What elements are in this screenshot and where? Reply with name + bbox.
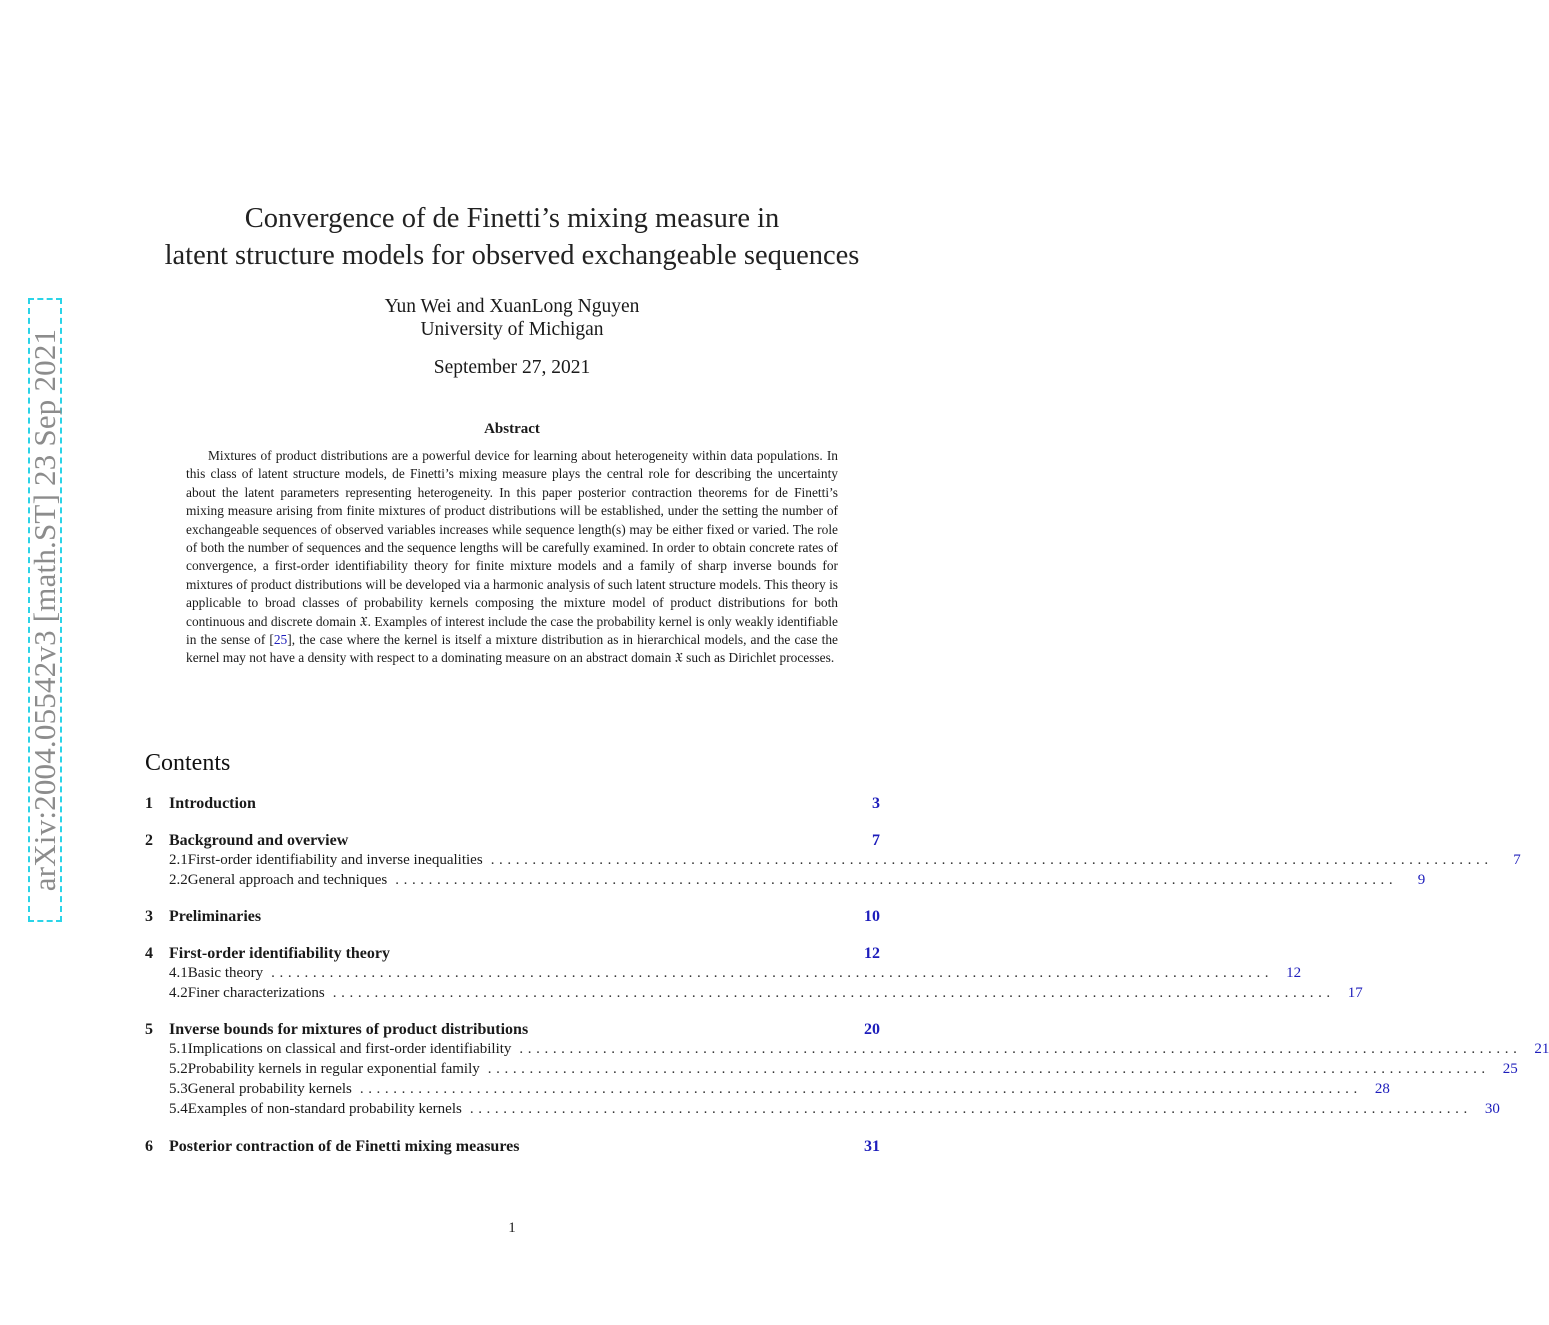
toc-entry-number: 4.2 [169, 985, 188, 1001]
toc-leader-dots: ........................................................................................................................ [271, 965, 1274, 981]
toc-subsection-row[interactable] [145, 985, 1363, 1002]
title-line-1: Convergence of de Finetti’s mixing measure in [244, 203, 780, 234]
toc-section-row[interactable] [145, 908, 880, 926]
toc-entry-number: 2.2 [169, 872, 188, 888]
abstract-text-part-1: Mixtures of product distributions are a powerful device for learning about heterogeneity within data populations. In this class of latent structure models, de Finetti’s mixing measure plays the central role for describing the uncertainty about the latent parameters representing heterogeneity. In this paper posterior contraction theorems for de Finetti’s mixing measure arising from finite mixtures of product distributions will be established, under the setting the number of exchangeable sequences of observed variables increases while sequence length(s) may be either fixed or varied. The role of both the number of sequences and the sequence lengths will be carefully examined. In order to obtain concrete rates of convergence, a first-order identifiability theory for finite mixture models and a family of sharp inverse bounds for mixtures of product distributions will be developed via a harmonic analysis of such latent structure models. This theory is applicable to broad classes of probability kernels composing the mixture model of product distributions for both continuous and discrete domain 𝔛. Examples of interest include the case the probability kernel is only weakly identifiable in the sense of [ [186, 448, 838, 648]
toc-leader-dots: ........................................................................................................................ [359, 1081, 1362, 1097]
toc-entry-number: 2 [145, 832, 153, 849]
toc-entry-number: 4 [145, 945, 153, 962]
toc-entry-number: 4.1 [169, 965, 188, 981]
toc-section-row[interactable] [145, 795, 880, 813]
contents-heading: Contents [145, 750, 231, 776]
toc-entry-title[interactable]: First-order identifiability and inverse inequalities [187, 852, 483, 868]
toc-entry-title[interactable]: Background and overview [169, 832, 349, 849]
toc-entry-number: 3 [145, 908, 153, 925]
toc-page-link[interactable]: 17 [1347, 985, 1363, 1001]
toc-entry-title[interactable]: Probability kernels in regular exponential family [187, 1061, 480, 1077]
toc-page-link[interactable]: 31 [864, 1138, 880, 1155]
toc-page-link[interactable]: 25 [1502, 1061, 1518, 1077]
abstract-text-part-2: ], the case where the kernel is itself a mixture distribution as in hierarchical models, and the case the kernel may not have a density with respect to a dominating measure on an abstract domain 𝔛 such as Dirichlet processes. [186, 632, 838, 666]
toc-section-row[interactable] [145, 832, 880, 850]
toc-entry-title[interactable]: Basic theory [187, 965, 264, 981]
page-number: 1 [508, 1220, 516, 1236]
toc-leader-dots: ........................................................................................................................ [487, 1061, 1490, 1077]
paper-date: September 27, 2021 [433, 357, 591, 378]
arxiv-identifier-text: arXiv:2004.05542v3 [math.ST] 23 Sep 2021 [27, 328, 62, 892]
toc-page-link[interactable]: 21 [1534, 1041, 1549, 1057]
toc-leader-dots: ........................................................................................................................ [469, 1101, 1472, 1117]
toc-entry-title[interactable]: General probability kernels [187, 1081, 352, 1097]
toc-subsection-row[interactable] [145, 872, 1426, 889]
author-names: Yun Wei and XuanLong Nguyen [384, 296, 640, 317]
toc-entry-title[interactable]: Inverse bounds for mixtures of product distributions [169, 1021, 529, 1038]
toc-page-link[interactable]: 7 [872, 832, 880, 849]
toc-leader-dots: ........................................................................................................................ [395, 872, 1398, 888]
toc-page-link[interactable]: 30 [1484, 1101, 1500, 1117]
toc-section-row[interactable] [145, 1021, 880, 1039]
toc-subsection-row[interactable] [145, 965, 1302, 982]
toc-leader-dots: ........................................................................................................................ [519, 1041, 1522, 1057]
toc-page-link[interactable]: 7 [1513, 852, 1521, 868]
toc-subsection-row[interactable] [145, 1081, 1390, 1098]
citation-link[interactable]: 25 [273, 632, 288, 648]
toc-page-link[interactable]: 10 [864, 908, 880, 925]
toc-page-link[interactable]: 12 [864, 945, 880, 962]
toc-section-row[interactable] [145, 1138, 880, 1156]
toc-entry-title[interactable]: First-order identifiability theory [169, 945, 390, 962]
toc-subsection-row[interactable] [145, 1061, 1518, 1078]
toc-leader-dots: ........................................................................................................................ [490, 852, 1493, 868]
toc-section-row[interactable] [145, 945, 880, 963]
toc-page-link[interactable]: 20 [864, 1021, 880, 1038]
toc-entry-number: 5.3 [169, 1081, 188, 1097]
toc-entry-number: 5 [145, 1021, 153, 1038]
toc-leader-dots: ........................................................................................................................ [332, 985, 1335, 1001]
toc-entry-title[interactable]: Preliminaries [169, 908, 262, 925]
toc-subsection-row[interactable] [145, 1041, 1549, 1058]
arxiv-identifier-stamp[interactable] [28, 298, 62, 922]
toc-entry-number: 5.4 [169, 1101, 188, 1117]
author-affiliation: University of Michigan [420, 319, 604, 340]
toc-page-link[interactable]: 12 [1286, 965, 1302, 981]
toc-page-link[interactable]: 28 [1374, 1081, 1390, 1097]
toc-entry-number: 5.1 [169, 1041, 188, 1057]
toc-page-link[interactable]: 9 [1417, 872, 1426, 888]
toc-entry-title[interactable]: Introduction [169, 795, 256, 812]
toc-entry-title[interactable]: Examples of non-standard probability kernels [187, 1101, 462, 1117]
toc-entry-number: 5.2 [169, 1061, 188, 1077]
toc-entry-number: 1 [145, 795, 153, 812]
toc-entry-title[interactable]: Implications on classical and first-order identifiability [187, 1041, 512, 1057]
toc-entry-title[interactable]: Finer characterizations [187, 985, 325, 1001]
toc-subsection-row[interactable] [145, 852, 1521, 869]
toc-entry-number: 2.1 [169, 852, 188, 868]
toc-entry-title[interactable]: General approach and techniques [187, 872, 388, 888]
toc-subsection-row[interactable] [145, 1101, 1500, 1118]
table-of-contents [145, 0, 1549, 1325]
toc-entry-title[interactable]: Posterior contraction of de Finetti mixing measures [169, 1138, 520, 1155]
toc-page-link[interactable]: 3 [872, 795, 880, 812]
title-line-2: latent structure models for observed exchangeable sequences [164, 240, 860, 271]
toc-entry-number: 6 [145, 1138, 153, 1155]
abstract-heading: Abstract [484, 421, 540, 437]
